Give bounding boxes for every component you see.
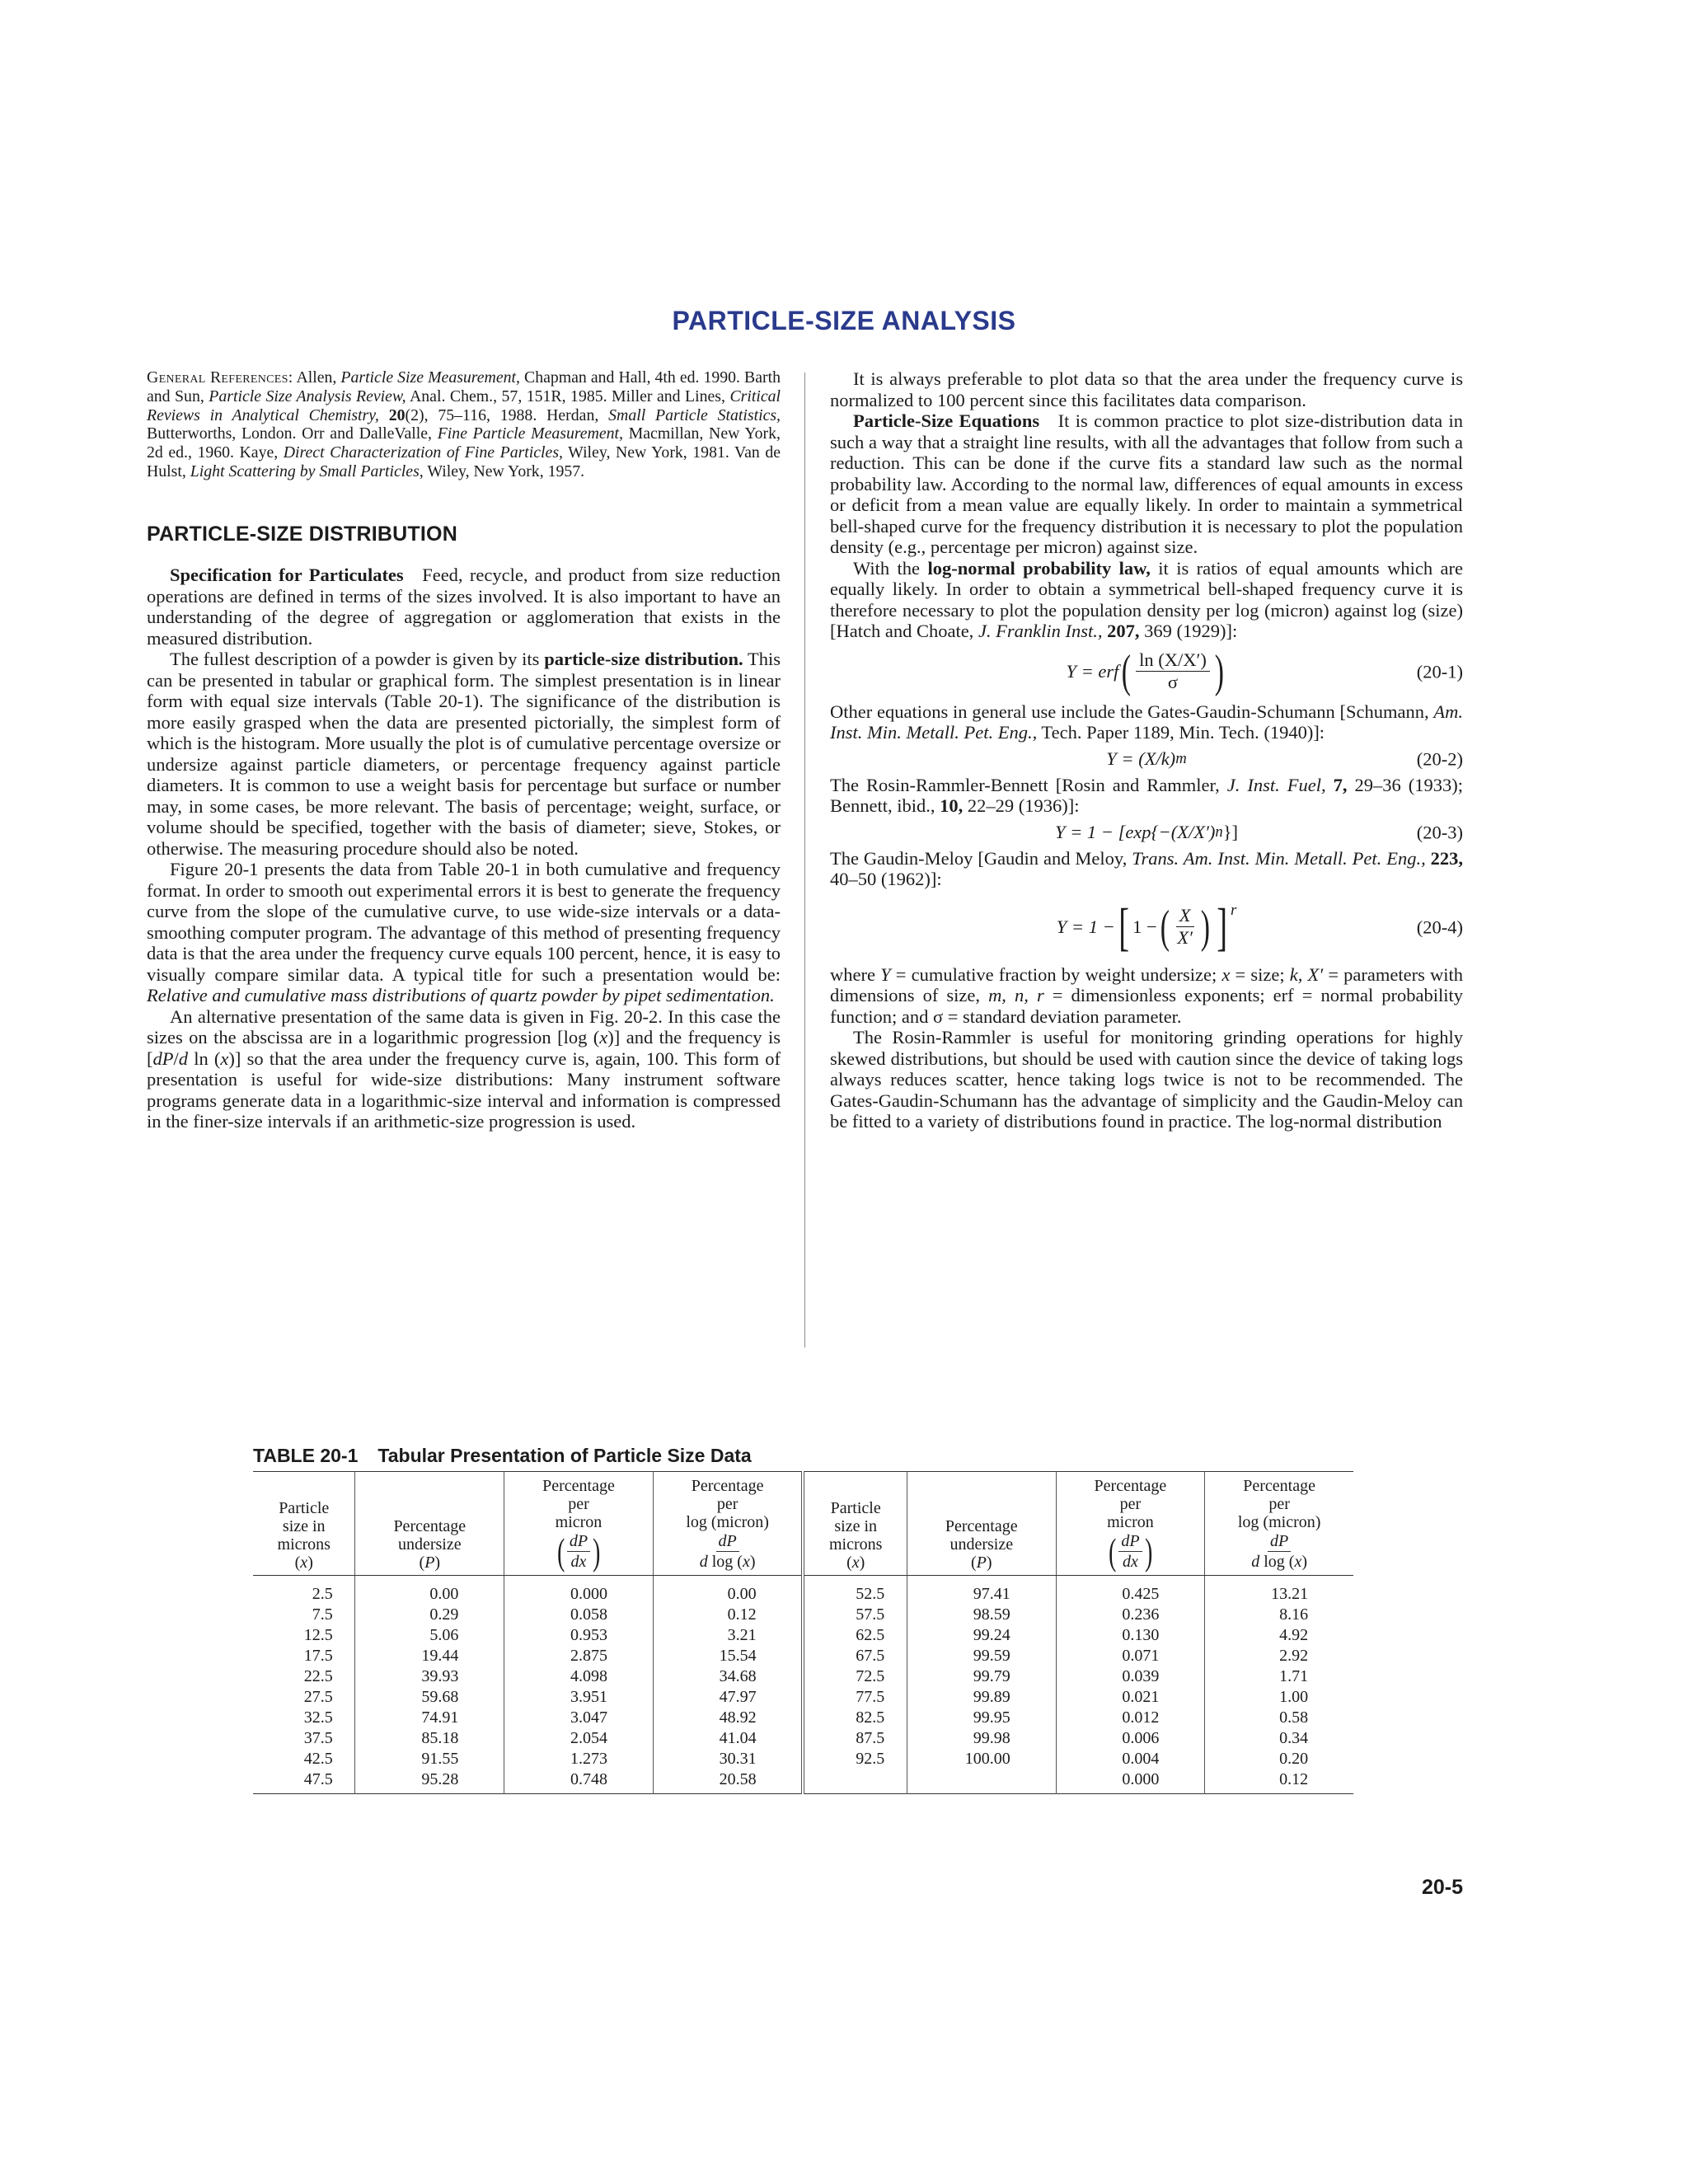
table-number: TABLE 20-1 xyxy=(253,1445,359,1466)
table-row xyxy=(253,1576,1353,1605)
eq4-exponent: r xyxy=(1230,901,1237,919)
paragraph-log-normal xyxy=(830,558,1463,642)
cell-value: 67.5 xyxy=(856,1647,885,1665)
table-cell xyxy=(653,1687,803,1708)
table-cell xyxy=(504,1666,654,1687)
text-run: = size; xyxy=(1230,963,1290,985)
cell-value: 37.5 xyxy=(303,1729,333,1747)
text-run: / xyxy=(173,1047,179,1069)
table-cell xyxy=(1056,1646,1205,1666)
table-cell xyxy=(907,1605,1056,1625)
table-cell xyxy=(253,1769,355,1794)
cell-value: 97.41 xyxy=(973,1585,1010,1603)
table-header-row xyxy=(253,1472,1353,1576)
cell-value: 82.5 xyxy=(856,1708,885,1727)
cell-value: 20.58 xyxy=(719,1770,757,1788)
header-percentage-per-micron-2: Percentage per micron ( $\frac{dP}{dx}$ ) xyxy=(1056,1472,1205,1576)
text-run: d xyxy=(178,1047,189,1069)
cell-value: 74.91 xyxy=(421,1708,459,1727)
table-cell xyxy=(1205,1605,1353,1625)
cell-value: 0.071 xyxy=(1122,1647,1160,1665)
cell-value: 92.5 xyxy=(856,1750,885,1768)
eq4-lhs: Y = 1 − xyxy=(1056,916,1115,937)
table-cell xyxy=(504,1576,654,1605)
cell-value: 3.047 xyxy=(570,1708,607,1727)
text-run: Relative and cumulative mass distributions of quartz powder by pipet sedimentation. xyxy=(147,985,775,1006)
table-title xyxy=(253,1445,752,1467)
text-run: Specification for Particulates xyxy=(170,565,404,586)
cell-value: 98.59 xyxy=(973,1605,1010,1624)
text-run: Trans. Am. Inst. Min. Metall. Pet. Eng., xyxy=(1132,847,1426,869)
table-row xyxy=(253,1728,1353,1749)
table-cell xyxy=(504,1749,654,1769)
cell-value: 59.68 xyxy=(421,1688,459,1706)
text-run: ln ( xyxy=(188,1047,221,1069)
text-run: 20 xyxy=(388,405,406,424)
cell-value: 34.68 xyxy=(719,1667,757,1685)
table-cell xyxy=(504,1708,654,1728)
cell-value: 0.130 xyxy=(1122,1626,1160,1644)
cell-value: 8.16 xyxy=(1279,1605,1309,1624)
table-cell xyxy=(653,1576,803,1605)
cell-value: 0.29 xyxy=(429,1605,459,1624)
text-run xyxy=(1326,775,1334,795)
paragraph-gates-gaudin-schumann xyxy=(830,701,1463,743)
cell-value: 0.039 xyxy=(1122,1667,1160,1685)
table-row xyxy=(253,1666,1353,1687)
text-run: Small Particle Statistics, xyxy=(608,405,781,424)
table-cell xyxy=(1056,1625,1205,1646)
eq4-inner: 1 − xyxy=(1132,916,1157,937)
text-run: 207, xyxy=(1107,621,1140,641)
cell-value: 99.89 xyxy=(973,1688,1010,1706)
cell-value: 72.5 xyxy=(856,1667,885,1685)
text-run: It is always preferable to plot data so that the area under the frequency curve is normalized to 100 percent since this facilitates data comparison. xyxy=(830,368,1463,410)
cell-value: 22.5 xyxy=(303,1667,333,1685)
header-particle-size-2: Particle size in microns (x) xyxy=(803,1472,907,1576)
table-cell xyxy=(355,1666,504,1687)
table-cell xyxy=(355,1646,504,1666)
eq4-number: (20-4) xyxy=(1416,916,1463,937)
text-run: = dimensionless exponents; erf = normal probability function; and σ = standard deviation parameter. xyxy=(830,985,1463,1027)
text-run: x xyxy=(220,1047,229,1069)
equation-20-1: Y = erf ( $\frac{\ln (X/X')}{\sigma}$ ) (20-1) xyxy=(1066,645,1463,697)
table-cell xyxy=(653,1605,803,1625)
cell-value: 5.06 xyxy=(429,1626,459,1644)
table-cell xyxy=(1056,1687,1205,1708)
text-run: Wiley, New York, 1981. Van de Hulst, xyxy=(147,443,781,480)
cell-value: 3.21 xyxy=(727,1626,757,1644)
eq4-numerator: X xyxy=(1176,905,1194,927)
cell-value: 100.00 xyxy=(964,1750,1010,1768)
text-run: = cumulative fraction by weight undersize; xyxy=(890,963,1222,985)
table-caption: Tabular Presentation of Particle Size Data xyxy=(377,1445,752,1466)
cell-value: 30.31 xyxy=(719,1750,757,1768)
references-lead: General References: xyxy=(147,368,293,387)
cell-value: 91.55 xyxy=(421,1750,459,1768)
eq1-denominator: σ xyxy=(1167,672,1179,692)
text-run: 369 (1929)]: xyxy=(1139,621,1238,641)
text-run: Am. Inst. Min. Metall. Pet. Eng., xyxy=(830,701,1463,743)
text-run: 10, xyxy=(940,795,964,816)
text-run: The fullest description of a powder is given by its xyxy=(170,649,545,670)
table-cell xyxy=(253,1708,355,1728)
cell-value: 1.273 xyxy=(570,1750,607,1768)
cell-value: 1.71 xyxy=(1279,1667,1309,1685)
text-run: m, n, r xyxy=(988,985,1044,1005)
table-cell xyxy=(803,1666,907,1687)
cell-value: 15.54 xyxy=(719,1647,757,1665)
equation-20-3 xyxy=(830,820,1463,845)
table-cell xyxy=(253,1625,355,1646)
text-run: Particle Size Analysis Review, xyxy=(209,387,406,405)
text-run: Feed, recycle, and product from size reduction operations are defined in terms of the sizes involved. It is also important to have an understanding of the degree of aggregation or agglomeration that exists in the measured distribution. xyxy=(147,565,781,649)
cell-value: 87.5 xyxy=(856,1729,885,1747)
text-run: Other equations in general use include the Gates-Gaudin-Schumann [Schumann, xyxy=(830,701,1434,722)
section-heading: PARTICLE-SIZE DISTRIBUTION xyxy=(147,522,457,546)
table-cell xyxy=(504,1769,654,1794)
cell-value: 2.92 xyxy=(1279,1647,1309,1665)
table-row xyxy=(253,1625,1353,1646)
table-row xyxy=(253,1687,1353,1708)
table-cell xyxy=(1056,1708,1205,1728)
text-run: Macmillan, New York, 2d ed., 1960. Kaye, xyxy=(147,424,781,462)
table-cell xyxy=(1056,1666,1205,1687)
text-run: dP xyxy=(152,1047,174,1069)
cell-value: 0.006 xyxy=(1122,1729,1160,1747)
cell-value: 0.34 xyxy=(1279,1729,1309,1747)
table-cell xyxy=(653,1728,803,1749)
table-cell xyxy=(504,1605,654,1625)
table-cell xyxy=(1205,1749,1353,1769)
table-cell xyxy=(1205,1728,1353,1749)
text-run: it is ratios of equal amounts which are equally likely. In order to obtain a symmetrical bell-shaped frequency curve it is therefore necessary to plot the population density per log (micron) against log (size) [Hatch and Choate, xyxy=(830,557,1463,641)
cell-value: 0.004 xyxy=(1122,1750,1160,1768)
cell-value: 27.5 xyxy=(303,1688,333,1706)
table-cell xyxy=(1205,1625,1353,1646)
text-run: J. Inst. Fuel, xyxy=(1226,774,1326,795)
text-run: x xyxy=(599,1027,608,1048)
cell-value: 12.5 xyxy=(303,1626,333,1644)
table-row xyxy=(253,1646,1353,1666)
text-run: J. Franklin Inst., xyxy=(978,621,1103,641)
table-cell xyxy=(653,1625,803,1646)
table-cell xyxy=(907,1646,1056,1666)
cell-value: 1.00 xyxy=(1279,1688,1309,1706)
text-run: The Rosin-Rammler is useful for monitoring grinding operations for highly skewed distributions, but should be used with caution since the device of taking logs always reduces scatter, hence taking logs twice is not to be recommended. The Gates-Gaudin-Schumann has the advantage of simplicity and the Gaudin-Meloy can be fitted to a variety of distributions found in practice. The log-normal distribution xyxy=(830,1027,1463,1132)
table-cell xyxy=(803,1749,907,1769)
page-title: PARTICLE-SIZE ANALYSIS xyxy=(672,306,1016,335)
eq1-lhs: Y = erf xyxy=(1066,660,1119,682)
text-run: The Gaudin-Meloy [Gaudin and Meloy, xyxy=(830,847,1132,869)
table-cell xyxy=(907,1749,1056,1769)
table-cell xyxy=(803,1646,907,1666)
eq1-numerator: ln (X/X′) xyxy=(1136,649,1210,672)
general-references xyxy=(147,368,781,481)
eq1-number: (20-1) xyxy=(1416,660,1463,682)
cell-value: 85.18 xyxy=(421,1729,459,1747)
text-run: Direct Characterization of Fine Particles, xyxy=(283,443,563,462)
text-run: (2), 75–116, 1988. Herdan, xyxy=(405,405,609,424)
paragraph-where-definitions xyxy=(830,964,1463,1028)
eq3-exponent: n xyxy=(1215,823,1223,841)
table-cell xyxy=(253,1646,355,1666)
cell-value: 0.012 xyxy=(1122,1708,1160,1727)
cell-value: 3.951 xyxy=(570,1688,607,1706)
cell-value: 0.425 xyxy=(1122,1585,1160,1603)
cell-value: 99.98 xyxy=(973,1729,1010,1747)
cell-value: 99.95 xyxy=(973,1708,1010,1727)
cell-value: 99.79 xyxy=(973,1667,1010,1685)
cell-value: 99.59 xyxy=(973,1647,1010,1665)
paragraph-rosin-rammler-use xyxy=(830,1027,1463,1132)
paragraph-alternative-presentation xyxy=(147,1006,781,1132)
cell-value: 48.92 xyxy=(719,1708,757,1727)
table-body xyxy=(253,1576,1353,1794)
cell-value: 2.054 xyxy=(570,1729,607,1747)
text-run xyxy=(379,406,389,424)
table-cell xyxy=(803,1687,907,1708)
text-run: particle-size distribution. xyxy=(544,649,743,670)
left-column xyxy=(147,368,781,1132)
table-cell xyxy=(653,1769,803,1794)
table-cell xyxy=(803,1728,907,1749)
cell-value: 99.24 xyxy=(973,1626,1010,1644)
cell-value: 77.5 xyxy=(856,1688,885,1706)
table-cell xyxy=(355,1769,504,1794)
eq4-fraction xyxy=(1174,905,1196,949)
cell-value: 4.098 xyxy=(570,1667,607,1685)
eq2-exponent: m xyxy=(1175,749,1187,767)
cell-value: 47.97 xyxy=(719,1688,757,1706)
eq2-number: (20-2) xyxy=(1416,748,1463,769)
text-run: With the xyxy=(853,557,928,579)
table-cell xyxy=(253,1749,355,1769)
table-cell xyxy=(355,1708,504,1728)
header-percentage-per-log-micron: Percentage per log (micron) $\frac{dP}{\text{d log (x)}}$ xyxy=(653,1472,803,1576)
paragraph-gaudin-meloy xyxy=(830,848,1463,890)
table-cell xyxy=(1056,1576,1205,1605)
header-particle-size: Particle size in microns (x) xyxy=(253,1472,355,1576)
cell-value: 0.12 xyxy=(1279,1770,1309,1788)
table-cell xyxy=(1056,1728,1205,1749)
table-cell xyxy=(907,1769,1056,1794)
cell-value: 0.953 xyxy=(570,1626,607,1644)
cell-value: 32.5 xyxy=(303,1708,333,1727)
table-cell xyxy=(803,1708,907,1728)
table-cell xyxy=(253,1728,355,1749)
table-cell xyxy=(253,1666,355,1687)
equation-20-2 xyxy=(830,747,1463,771)
cell-value: 42.5 xyxy=(303,1750,333,1768)
cell-value: 95.28 xyxy=(421,1770,459,1788)
text-run: Fine Particle Measurement, xyxy=(437,424,623,443)
table-cell xyxy=(1205,1576,1353,1605)
table-cell xyxy=(355,1576,504,1605)
eq4-denominator: X′ xyxy=(1177,927,1193,948)
eq2-expression: Y = (X/k) xyxy=(1106,748,1176,769)
text-run: 223, xyxy=(1430,847,1464,869)
column-divider xyxy=(804,373,805,1347)
cell-value: 0.58 xyxy=(1279,1708,1309,1727)
text-run: Light Scattering by Small Particles, xyxy=(190,462,424,480)
table-cell xyxy=(907,1708,1056,1728)
cell-value: 4.92 xyxy=(1279,1626,1309,1644)
table-cell xyxy=(355,1625,504,1646)
text-run: Allen, xyxy=(293,368,341,387)
table-cell xyxy=(803,1576,907,1605)
table-cell xyxy=(355,1749,504,1769)
cell-value: 0.00 xyxy=(727,1585,757,1603)
cell-value: 0.20 xyxy=(1279,1750,1309,1768)
eq3-expression-b: }] xyxy=(1222,821,1239,842)
cell-value: 0.058 xyxy=(570,1605,607,1624)
cell-value: 0.236 xyxy=(1122,1605,1160,1624)
table-cell xyxy=(253,1576,355,1605)
particle-size-table xyxy=(253,1471,1353,1794)
table-cell xyxy=(1056,1749,1205,1769)
paragraph-figure-20-1 xyxy=(147,859,781,1006)
equation-20-4: Y = 1 − [ 1 − ( $\frac{X}{X'}$ ) ] $^r$ (20-4) xyxy=(1056,897,1463,956)
table-row xyxy=(253,1708,1353,1728)
table-cell xyxy=(1205,1708,1353,1728)
table-cell xyxy=(907,1728,1056,1749)
text-run: Chapman and Hall, 4th ed. 1990. Barth and Sun, xyxy=(147,368,781,405)
header-percentage-undersize-2: Percentage undersize (P) xyxy=(907,1472,1056,1576)
paragraph-fullest-description xyxy=(147,649,781,859)
text-run: Figure 20-1 presents the data from Table 20-1 in both cumulative and frequency format. In order to smooth out experimental errors it is best to generate the frequency curve from the slope of the cumulative curve, to use wide-size intervals or a data-smoothing computer program. The advantage of this method of presenting frequency data is that the area under the frequency curve equals 100 percent, hence, it is easy to visually compare similar data. A typical title for such a presentation would be: xyxy=(147,859,781,985)
paragraph-preferable xyxy=(830,368,1463,410)
header-percentage-per-micron: Percentage per micron ( $\frac{dP}{dx}$ ) xyxy=(504,1472,654,1576)
text-run: k, X′ xyxy=(1289,963,1324,985)
cell-value: 39.93 xyxy=(421,1667,459,1685)
text-run: Wiley, New York, 1957. xyxy=(423,462,585,480)
cell-value: 2.875 xyxy=(570,1647,607,1665)
table-cell xyxy=(253,1687,355,1708)
table-row xyxy=(253,1769,1353,1794)
right-column xyxy=(830,368,1463,1132)
text-run: 7, xyxy=(1333,774,1348,795)
table-cell xyxy=(803,1605,907,1625)
table-cell xyxy=(803,1625,907,1646)
table-cell xyxy=(907,1576,1056,1605)
header-percentage-per-log-micron-2: Percentage per log (micron) $\frac{dP}{\text{d log (x)}}$ xyxy=(1205,1472,1353,1576)
cell-value: 52.5 xyxy=(856,1585,885,1603)
text-run: where xyxy=(830,963,881,985)
cell-value: 47.5 xyxy=(303,1770,333,1788)
cell-value: 0.748 xyxy=(570,1770,607,1788)
text-run: An alternative presentation of the same data is given in Fig. 20-2. In this case the sizes on the abscissa are in a logarithmic progression [log ( xyxy=(147,1005,781,1048)
text-run: Butterworths, London. Orr and DalleValle, xyxy=(147,424,438,443)
table-cell xyxy=(653,1666,803,1687)
paragraph-rosin-rammler-bennett xyxy=(830,775,1463,817)
table-cell xyxy=(504,1728,654,1749)
table-cell xyxy=(653,1749,803,1769)
eq3-expression-a: Y = 1 − [exp{−(X/X′) xyxy=(1054,821,1216,842)
table-cell xyxy=(504,1646,654,1666)
table-cell xyxy=(1056,1605,1205,1625)
cell-value: 17.5 xyxy=(303,1647,333,1665)
cell-value: 19.44 xyxy=(421,1647,459,1665)
table-cell xyxy=(653,1646,803,1666)
table-cell xyxy=(803,1769,907,1794)
text-run: Y xyxy=(880,963,891,985)
table-cell xyxy=(1056,1769,1205,1794)
text-run: The Rosin-Rammler-Bennett [Rosin and Rammler, xyxy=(830,774,1227,795)
text-run: log-normal probability law, xyxy=(927,557,1151,579)
table-cell xyxy=(907,1687,1056,1708)
cell-value: 57.5 xyxy=(856,1605,885,1624)
table-cell xyxy=(653,1708,803,1728)
eq3-number: (20-3) xyxy=(1416,821,1463,842)
cell-value: 41.04 xyxy=(719,1729,757,1747)
table-row xyxy=(253,1605,1353,1625)
table-row xyxy=(253,1749,1353,1769)
paragraph-specification xyxy=(147,565,781,649)
text-run: 40–50 (1962)]: xyxy=(830,869,942,889)
cell-value: 13.21 xyxy=(1271,1585,1309,1603)
text-run: 29–36 (1933); Bennett, ibid., xyxy=(830,774,1464,816)
table-cell xyxy=(355,1687,504,1708)
table-cell xyxy=(907,1666,1056,1687)
table-cell xyxy=(504,1625,654,1646)
text-run: Tech. Paper 1189, Min. Tech. (1940)]: xyxy=(1037,722,1325,743)
table-cell xyxy=(1205,1769,1353,1794)
cell-value: 62.5 xyxy=(856,1626,885,1644)
cell-value: 0.000 xyxy=(570,1585,607,1603)
table-cell xyxy=(504,1687,654,1708)
text-run: It is common practice to plot size-distribution data in such a way that a straight line results, with all the advantages that follow from such a reduction. This can be done if the curve fits a standard law such as the normal probability law. According to the normal law, differences of equal amounts in excess or deficit from a mean value are equally likely. In order to maintain a symmetrical bell-shaped curve for the frequency distribution it is necessary to plot the population density (e.g., percentage per micron) against size. xyxy=(830,410,1463,557)
header-percentage-undersize: Percentage undersize (P) xyxy=(355,1472,504,1576)
table-cell xyxy=(355,1605,504,1625)
text-run: Particle Size Measurement, xyxy=(340,368,520,387)
text-run: Critical Reviews in Analytical Chemistry, xyxy=(147,387,781,424)
table-cell xyxy=(907,1625,1056,1646)
table-cell xyxy=(1205,1646,1353,1666)
cell-value: 0.000 xyxy=(1122,1770,1160,1788)
text-run: Particle-Size Equations xyxy=(853,410,1040,431)
text-run: x xyxy=(1221,963,1231,985)
paragraph-particle-size-equations xyxy=(830,410,1463,558)
text-run: This can be presented in tabular or graphical form. The simplest presentation is in linear form with equal size intervals (Table 20-1). The significance of the distribution is more easily grasped when the data are presented pictorially, the simplest form of which is the histogram. More usually the plot is of cumulative percentage oversize or undersize against particle diameters, or percentage frequency against particle diameters. It is common to use a weight basis for percentage but surface or number may, in some cases, be more relevant. The basis of percentage; weight, surface, or volume should be specified, together with the basis of diameter; sieve, Stokes, or otherwise. The measuring procedure should also be noted. xyxy=(147,649,781,859)
text-run: )] and the frequency is [ xyxy=(147,1027,781,1069)
cell-value: 2.5 xyxy=(312,1585,333,1603)
cell-value: 0.12 xyxy=(727,1605,757,1624)
table-cell xyxy=(1205,1666,1353,1687)
cell-value: 7.5 xyxy=(312,1605,333,1624)
page-number: 20-5 xyxy=(1421,1876,1463,1899)
eq1-fraction xyxy=(1136,649,1210,693)
text-run: = parameters with dimensions of size, xyxy=(830,963,1463,1005)
text-run: )] so that the area under the frequency curve is, again, 100. This form of presentation is useful for wide-size distributions: Many instrument software programs generate data in a logarithmic-size interval and information is compressed in the finer-size intervals if an arithmetic-size progression is used. xyxy=(147,1047,781,1132)
cell-value: 0.00 xyxy=(429,1585,459,1603)
text-run: Anal. Chem., 57, 151R, 1985. Miller and Lines, xyxy=(406,387,730,405)
cell-value: 0.021 xyxy=(1122,1688,1160,1706)
table-cell xyxy=(355,1728,504,1749)
text-run: 22–29 (1936)]: xyxy=(963,795,1080,816)
table-cell xyxy=(253,1605,355,1625)
table-cell xyxy=(1205,1687,1353,1708)
